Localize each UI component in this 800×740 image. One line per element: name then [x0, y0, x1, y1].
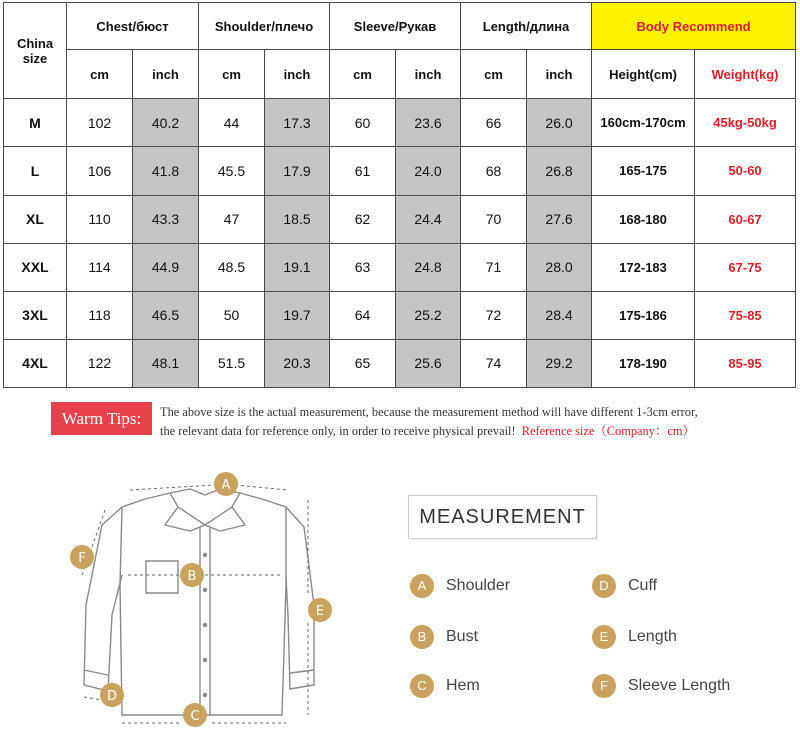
body-recommend-header: Body Recommend — [592, 3, 796, 50]
chest-cm-cell: 122 — [67, 339, 133, 387]
weight-cell: 85-95 — [695, 339, 796, 387]
sleeve-header: Sleeve/Рукав — [330, 3, 461, 50]
reference-size-note: Reference size（Company：cm） — [521, 424, 695, 438]
length-cm-cell: 66 — [461, 99, 527, 147]
length-inch-cell: 27.6 — [527, 195, 592, 243]
table-unit-row — [4, 50, 796, 99]
marker-f-sleeve-length — [70, 545, 94, 569]
sleeve-inch-cell: 24.0 — [396, 147, 461, 195]
legend-label-hem: Hem — [446, 677, 480, 694]
sleeve-cm-cell: 61 — [330, 147, 396, 195]
length-header: Length/длина — [461, 3, 592, 50]
length-inch-cell: 26.0 — [527, 99, 592, 147]
unit-inch: inch — [133, 50, 199, 99]
size-label: XL — [4, 195, 67, 243]
legend-label-bust: Bust — [446, 628, 479, 645]
chest-cm-cell: 118 — [67, 291, 133, 339]
shoulder-cm-cell: 48.5 — [199, 243, 265, 291]
height-cell: 165-175 — [592, 147, 695, 195]
legend-marker-e: E — [592, 625, 616, 649]
tips-line-1: The above size is the actual measurement, because the measurement method will have different 1-3cm error, — [160, 405, 698, 419]
shoulder-header: Shoulder/плечо — [199, 3, 330, 50]
table-row — [4, 339, 796, 387]
length-inch-cell: 28.4 — [527, 291, 592, 339]
chest-cm-cell: 114 — [67, 243, 133, 291]
height-cell: 175-186 — [592, 291, 695, 339]
chest-cm-cell: 110 — [67, 195, 133, 243]
measurement-title: MEASUREMENT — [408, 495, 597, 539]
sleeve-cm-cell: 63 — [330, 243, 396, 291]
sleeve-cm-cell: 62 — [330, 195, 396, 243]
svg-text:D: D — [106, 689, 118, 704]
sleeve-cm-cell: 65 — [330, 339, 396, 387]
marker-e-length — [308, 598, 332, 622]
table-row — [4, 243, 796, 291]
size-label: 3XL — [4, 291, 67, 339]
unit-inch: inch — [265, 50, 330, 99]
shoulder-inch-cell: 20.3 — [265, 339, 330, 387]
legend-marker-a: A — [410, 574, 434, 598]
weight-cell: 50-60 — [695, 147, 796, 195]
table-row — [4, 195, 796, 243]
shoulder-cm-cell: 44 — [199, 99, 265, 147]
size-label: M — [4, 99, 67, 147]
sleeve-cm-cell: 64 — [330, 291, 396, 339]
legend-label-sleeve-length: Sleeve Length — [628, 677, 731, 694]
svg-text:C: C — [190, 709, 200, 724]
table-row — [4, 99, 796, 147]
sleeve-inch-cell: 23.6 — [396, 99, 461, 147]
unit-cm: cm — [67, 50, 133, 99]
size-label: 4XL — [4, 339, 67, 387]
sleeve-inch-cell: 25.2 — [396, 291, 461, 339]
length-cm-cell: 72 — [461, 291, 527, 339]
unit-inch: inch — [527, 50, 592, 99]
svg-text:A: A — [221, 478, 231, 493]
shoulder-inch-cell: 18.5 — [265, 195, 330, 243]
legend-item-length — [592, 624, 677, 650]
weight-cell: 67-75 — [695, 243, 796, 291]
weight-cell: 60-67 — [695, 195, 796, 243]
chest-inch-cell: 43.3 — [133, 195, 199, 243]
height-cell: 178-190 — [592, 339, 695, 387]
legend-item-hem — [410, 673, 480, 699]
sleeve-cm-cell: 60 — [330, 99, 396, 147]
shoulder-inch-cell: 19.1 — [265, 243, 330, 291]
legend-item-bust — [410, 624, 478, 650]
shoulder-cm-cell: 45.5 — [199, 147, 265, 195]
length-cm-cell: 70 — [461, 195, 527, 243]
chest-inch-cell: 46.5 — [133, 291, 199, 339]
height-cell: 168-180 — [592, 195, 695, 243]
unit-cm: cm — [461, 50, 527, 99]
sleeve-inch-cell: 24.8 — [396, 243, 461, 291]
chest-inch-cell: 40.2 — [133, 99, 199, 147]
legend-label-shoulder: Shoulder — [446, 577, 511, 594]
shoulder-inch-cell: 17.3 — [265, 99, 330, 147]
legend-marker-f: F — [592, 674, 616, 698]
svg-text:F: F — [78, 551, 86, 566]
length-inch-cell: 26.8 — [527, 147, 592, 195]
warm-tips-badge: Warm Tips: — [51, 402, 152, 435]
chest-inch-cell: 48.1 — [133, 339, 199, 387]
unit-cm: cm — [199, 50, 265, 99]
weight-cell: 75-85 — [695, 291, 796, 339]
marker-a-shoulder — [214, 472, 238, 496]
shoulder-inch-cell: 17.9 — [265, 147, 330, 195]
sleeve-inch-cell: 25.6 — [396, 339, 461, 387]
legend-item-cuff — [592, 573, 657, 599]
unit-inch: inch — [396, 50, 461, 99]
size-chart-table — [3, 2, 796, 388]
table-header-row — [4, 3, 796, 50]
length-inch-cell: 28.0 — [527, 243, 592, 291]
chest-inch-cell: 44.9 — [133, 243, 199, 291]
chest-cm-cell: 102 — [67, 99, 133, 147]
table-row — [4, 147, 796, 195]
height-header: Height(cm) — [592, 50, 695, 99]
height-cell: 172-183 — [592, 243, 695, 291]
unit-cm: cm — [330, 50, 396, 99]
shirt-outline — [84, 489, 314, 715]
tips-line-2: the relevant data for reference only, in order to receive physical prevail! Reference size（Company：cm） — [160, 424, 695, 438]
chest-inch-cell: 41.8 — [133, 147, 199, 195]
marker-b-bust — [180, 563, 204, 587]
shoulder-cm-cell: 50 — [199, 291, 265, 339]
sleeve-inch-cell: 24.4 — [396, 195, 461, 243]
legend-label-length: Length — [628, 628, 677, 645]
svg-text:B: B — [187, 569, 197, 584]
warm-tips-text — [160, 403, 790, 441]
weight-cell: 45kg-50kg — [695, 99, 796, 147]
svg-text:E: E — [315, 604, 325, 619]
table-row — [4, 291, 796, 339]
marker-d-cuff — [100, 683, 124, 707]
china-size-header: China size — [4, 3, 67, 99]
legend-item-sleeve-length — [592, 673, 730, 699]
height-cell: 160cm-170cm — [592, 99, 695, 147]
legend-marker-c: C — [410, 674, 434, 698]
length-cm-cell: 68 — [461, 147, 527, 195]
legend-label-cuff: Cuff — [628, 577, 658, 594]
shirt-measurement-diagram — [50, 465, 360, 740]
length-inch-cell: 29.2 — [527, 339, 592, 387]
size-label: XXL — [4, 243, 67, 291]
marker-c-hem — [183, 703, 207, 727]
shoulder-inch-cell: 19.7 — [265, 291, 330, 339]
chest-cm-cell: 106 — [67, 147, 133, 195]
chest-header: Chest/бюст — [67, 3, 199, 50]
legend-marker-b: B — [410, 625, 434, 649]
shoulder-cm-cell: 51.5 — [199, 339, 265, 387]
shoulder-cm-cell: 47 — [199, 195, 265, 243]
length-cm-cell: 71 — [461, 243, 527, 291]
length-cm-cell: 74 — [461, 339, 527, 387]
legend-item-shoulder — [410, 573, 510, 599]
size-label: L — [4, 147, 67, 195]
weight-header: Weight(kg) — [695, 50, 796, 99]
legend-marker-d: D — [592, 574, 616, 598]
